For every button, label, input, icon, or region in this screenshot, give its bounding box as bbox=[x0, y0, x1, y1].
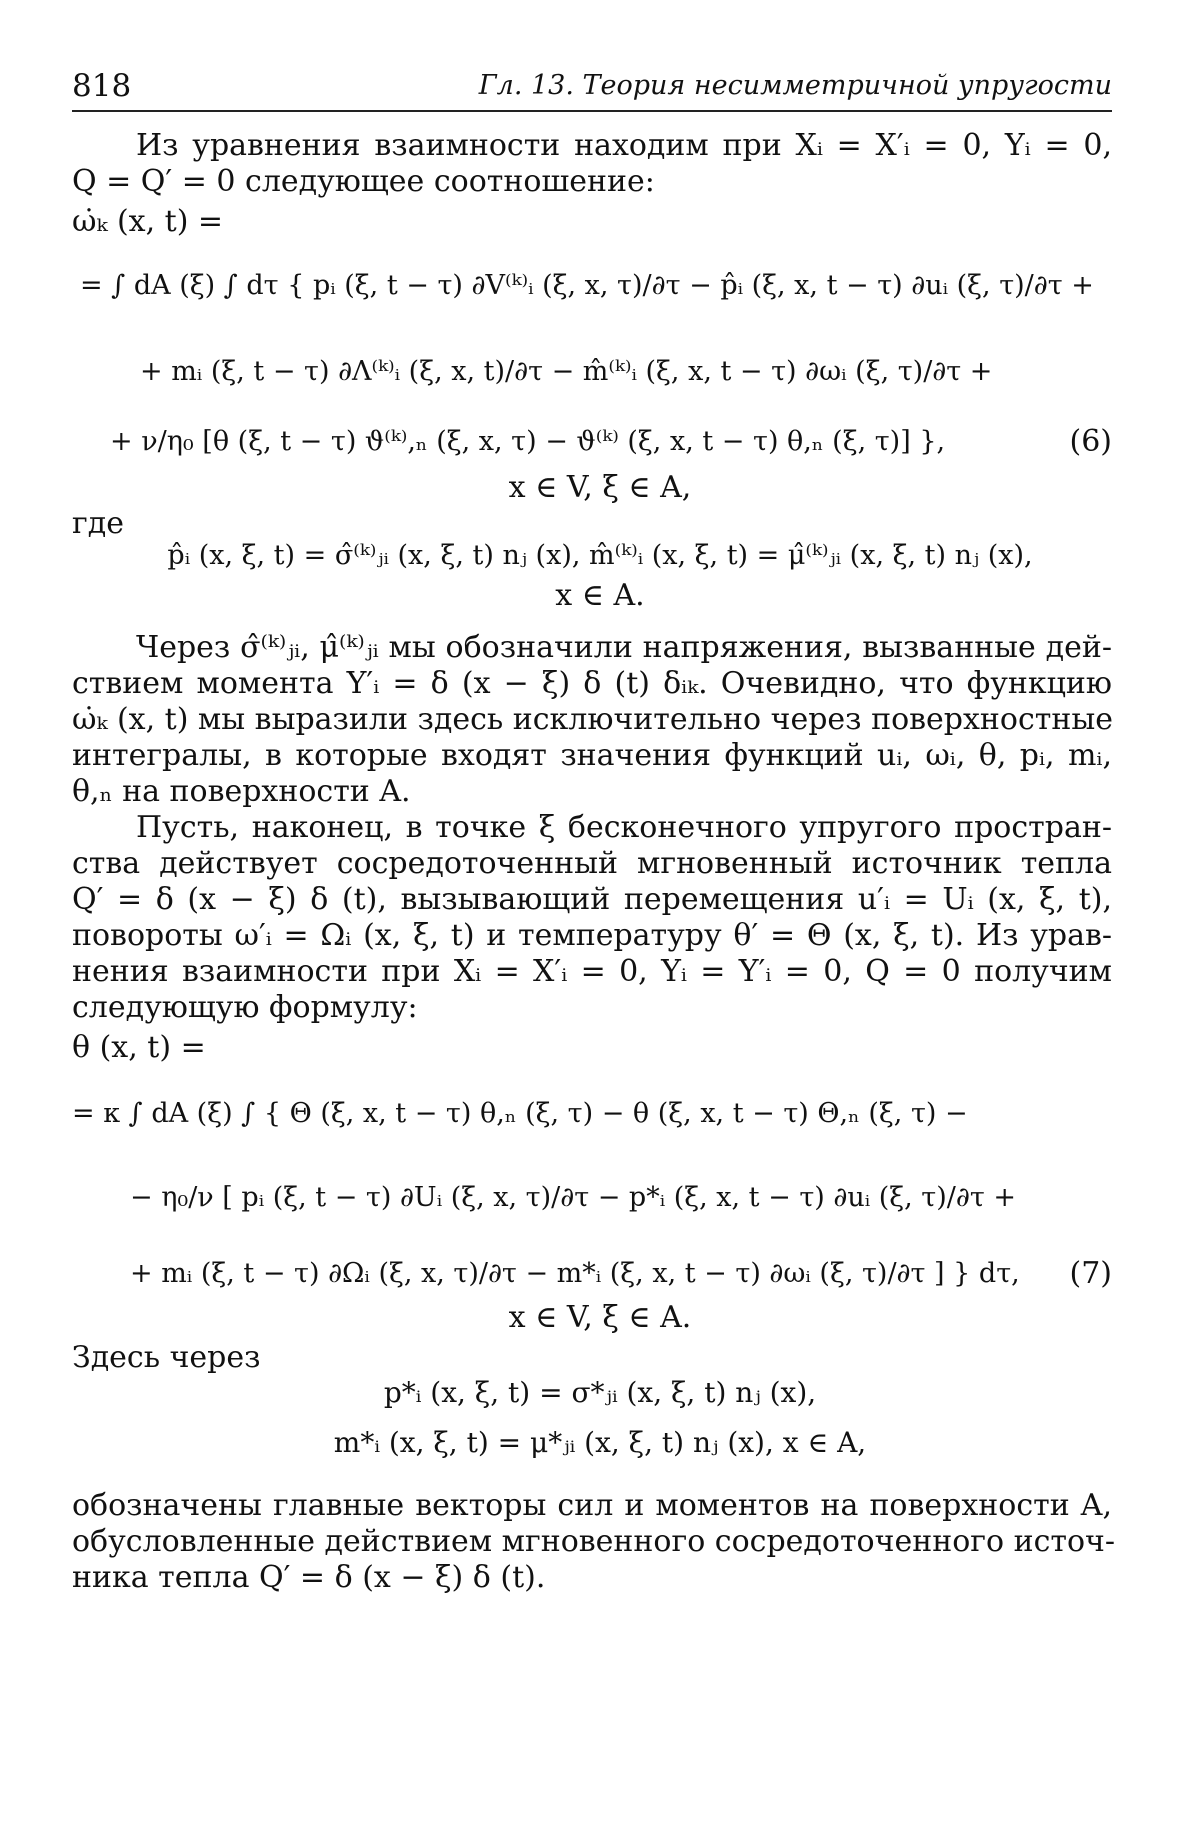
equation-6-line-2: + mᵢ (ξ, t − τ) ∂Λ⁽ᵏ⁾ᵢ (ξ, x, t)/∂τ − m̂⁽ᵏ⁾ᵢ (ξ, x, t − τ) ∂ωᵢ (ξ, τ)/∂τ + bbox=[140, 356, 993, 387]
equation-6-line-1: = ∫ dA (ξ) ∫ dτ { pᵢ (ξ, t − τ) ∂V⁽ᵏ⁾ᵢ (ξ, x, τ)/∂τ − p̂ᵢ (ξ, x, t − τ) ∂uᵢ (ξ, τ)/∂τ + bbox=[80, 270, 1094, 301]
paragraph-3-line-1: Пусть, наконец, в точке ξ бесконечного упругого простран- bbox=[136, 810, 1112, 845]
paragraph-4-line-1: обозначены главные векторы сил и моментов на поверхности A, bbox=[72, 1488, 1112, 1523]
paragraph-1-line-1: Из уравнения взаимности находим при Xᵢ = X′ᵢ = 0, Yᵢ = 0, bbox=[136, 128, 1112, 163]
equation-6-number: (6) bbox=[1069, 424, 1112, 459]
where-label: где bbox=[72, 506, 124, 541]
equation-6-lhs: ω̇ₖ (x, t) = bbox=[72, 204, 224, 239]
paragraph-2-line-4: интегралы, в которые входят значения функций uᵢ, ωᵢ, θ, pᵢ, mᵢ, bbox=[72, 738, 1112, 773]
paragraph-2-line-2: ствием момента Y′ᵢ = δ (x − ξ) δ (t) δᵢₖ. Очевидно, что функцию bbox=[72, 666, 1112, 701]
here-through-label: Здесь через bbox=[72, 1340, 261, 1375]
equation-7-lhs: θ (x, t) = bbox=[72, 1030, 206, 1065]
paragraph-3-line-6: следующую формулу: bbox=[72, 990, 418, 1025]
definition-2-line-2: m*ᵢ (x, ξ, t) = μ*ⱼᵢ (x, ξ, t) nⱼ (x), x ∈ A, bbox=[333, 1426, 867, 1459]
definition-1: p̂ᵢ (x, ξ, t) = σ̂⁽ᵏ⁾ⱼᵢ (x, ξ, t) nⱼ (x), m̂⁽ᵏ⁾ᵢ (x, ξ, t) = μ̂⁽ᵏ⁾ⱼᵢ (x, ξ, t) nⱼ (x), bbox=[167, 540, 1033, 571]
paragraph-4-line-2: обусловленные действием мгновенного сосредоточенного источ- bbox=[72, 1524, 1115, 1559]
page-number: 818 bbox=[72, 68, 132, 104]
paragraph-3-line-5: нения взаимности при Xᵢ = X′ᵢ = 0, Yᵢ = Y′ᵢ = 0, Q = 0 получим bbox=[72, 954, 1112, 989]
equation-7-line-3: + mᵢ (ξ, t − τ) ∂Ωᵢ (ξ, x, τ)/∂τ − m*ᵢ (ξ, x, t − τ) ∂ωᵢ (ξ, τ)/∂τ ] } dτ, bbox=[130, 1258, 1020, 1289]
equation-7-line-1: = κ ∫ dA (ξ) ∫ { Θ (ξ, x, t − τ) θ,ₙ (ξ, τ) − θ (ξ, x, t − τ) Θ,ₙ (ξ, τ) − bbox=[72, 1098, 968, 1129]
equation-6-line-3: + ν/η₀ [θ (ξ, t − τ) ϑ⁽ᵏ⁾,ₙ (ξ, x, τ) − ϑ⁽ᵏ⁾ (ξ, x, t − τ) θ,ₙ (ξ, τ)] }, bbox=[110, 426, 946, 457]
equation-7-number: (7) bbox=[1069, 1256, 1112, 1291]
definition-1-domain: x ∈ A. bbox=[555, 578, 645, 613]
paragraph-2-line-3: ω̇ₖ (x, t) мы выразили здесь исключительно через поверхностные bbox=[72, 702, 1113, 737]
definition-2-line-1: p*ᵢ (x, ξ, t) = σ*ⱼᵢ (x, ξ, t) nⱼ (x), bbox=[383, 1376, 817, 1409]
equation-7-domain: x ∈ V, ξ ∈ A. bbox=[508, 1300, 692, 1335]
paragraph-1-line-2: Q = Q′ = 0 следующее соотношение: bbox=[72, 164, 655, 199]
paragraph-2-line-5: θ,ₙ на поверхности A. bbox=[72, 774, 411, 809]
paragraph-2-line-1: Через σ̂⁽ᵏ⁾ⱼᵢ, μ̂⁽ᵏ⁾ⱼᵢ мы обозначили напряжения, вызванные дей- bbox=[136, 630, 1112, 665]
equation-7-line-2: − η₀/ν [ pᵢ (ξ, t − τ) ∂Uᵢ (ξ, x, τ)/∂τ − p*ᵢ (ξ, x, t − τ) ∂uᵢ (ξ, τ)/∂τ + bbox=[130, 1182, 1016, 1213]
equation-6-domain: x ∈ V, ξ ∈ A, bbox=[508, 470, 692, 505]
paragraph-3-line-4: повороты ω′ᵢ = Ωᵢ (x, ξ, t) и температуру θ′ = Θ (x, ξ, t). Из урав- bbox=[72, 918, 1112, 953]
running-title: Гл. 13. Теория несимметричной упругости bbox=[478, 70, 1112, 101]
paragraph-4-line-3: ника тепла Q′ = δ (x − ξ) δ (t). bbox=[72, 1560, 546, 1595]
page-header bbox=[72, 62, 1112, 112]
paragraph-3-line-2: ства действует сосредоточенный мгновенный источник тепла bbox=[72, 846, 1112, 881]
paragraph-3-line-3: Q′ = δ (x − ξ) δ (t), вызывающий перемещения u′ᵢ = Uᵢ (x, ξ, t), bbox=[72, 882, 1112, 917]
